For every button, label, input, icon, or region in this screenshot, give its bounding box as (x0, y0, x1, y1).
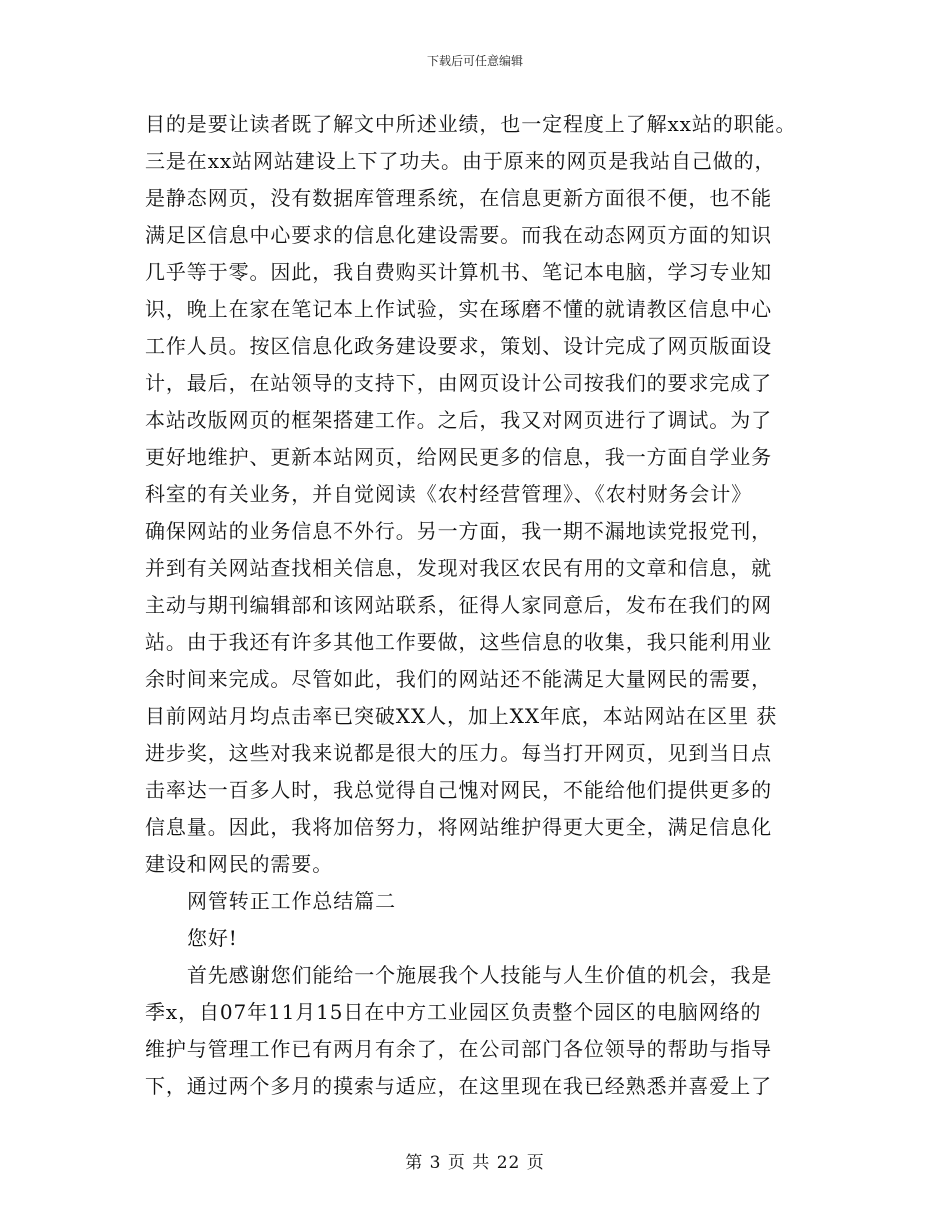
body-line: 识，晚上在家在笔记本上作试验，实在琢磨不懂的就请教区信息中心 (145, 297, 772, 321)
body-line: 满足区信息中心要求的信息化建设需要。而我在动态网页方面的知识 (145, 223, 772, 247)
body-line: 计，最后，在站领导的支持下，由网页设计公司按我们的要求完成了 (145, 371, 772, 395)
body-line: 下，通过两个多月的摸索与适应，在这里现在我已经熟悉并喜爱上了 (145, 1074, 772, 1098)
body-line: 科室的有关业务，并自觉阅读《农村经营管理》、《农村财务会计》 (145, 482, 752, 506)
body-line: 进步奖，这些对我来说都是很大的压力。每当打开网页，见到当日点 (145, 741, 772, 765)
body-line: 目的是要让读者既了解文中所述业绩，也一定程度上了解xx站的职能。 (145, 112, 797, 136)
body-line: 击率达一百多人时，我总觉得自己愧对网民，不能给他们提供更多的 (145, 778, 772, 802)
section-title: 网管转正工作总结篇二 (187, 889, 396, 913)
page-footer: 第 3 页 共 22 页 (405, 1153, 545, 1173)
body-line: 首先感谢您们能给一个施展我个人技能与人生价值的机会，我是 (187, 963, 773, 987)
body-line: 主动与期刊编辑部和该网站联系，征得人家同意后，发布在我们的网 (145, 593, 772, 617)
body-line: 是静态网页，没有数据库管理系统，在信息更新方面很不便，也不能 (145, 186, 772, 210)
body-line: 信息量。因此，我将加倍努力，将网站维护得更大更全，满足信息化 (145, 815, 772, 839)
document-body (145, 106, 825, 1105)
body-line: 确保网站的业务信息不外行。另一方面，我一期不漏地读党报党刊， (145, 519, 772, 543)
page-header: 下载后可任意编辑 (426, 54, 523, 68)
body-line: 几乎等于零。因此，我自费购买计算机书、笔记本电脑，学习专业知 (145, 260, 772, 284)
body-line: 季x，自07年11月15日在中方工业园区负责整个园区的电脑网络的 (145, 1000, 762, 1024)
body-line: 建设和网民的需要。 (145, 852, 334, 876)
body-line: 工作人员。按区信息化政务建设要求，策划、设计完成了网页版面设 (145, 334, 772, 358)
body-line: 目前网站月均点击率已突破XX人，加上XX年底，本站网站在区里 获 (145, 704, 778, 728)
body-line: 维护与管理工作已有两月有余了，在公司部门各位领导的帮助与指导 (145, 1037, 772, 1061)
body-line: 站。由于我还有许多其他工作要做，这些信息的收集，我只能利用业 (145, 630, 772, 654)
body-line: 并到有关网站查找相关信息，发现对我区农民有用的文章和信息，就 (145, 556, 772, 580)
body-line: 余时间来完成。尽管如此，我们的网站还不能满足大量网民的需要， (145, 667, 772, 691)
greeting: 您好! (187, 926, 238, 950)
body-line: 三是在xx站网站建设上下了功夫。由于原来的网页是我站自己做的， (145, 149, 776, 173)
body-line: 本站改版网页的框架搭建工作。之后，我又对网页进行了调试。为了 (145, 408, 772, 432)
body-line: 更好地维护、更新本站网页，给网民更多的信息，我一方面自学业务 (145, 445, 772, 469)
